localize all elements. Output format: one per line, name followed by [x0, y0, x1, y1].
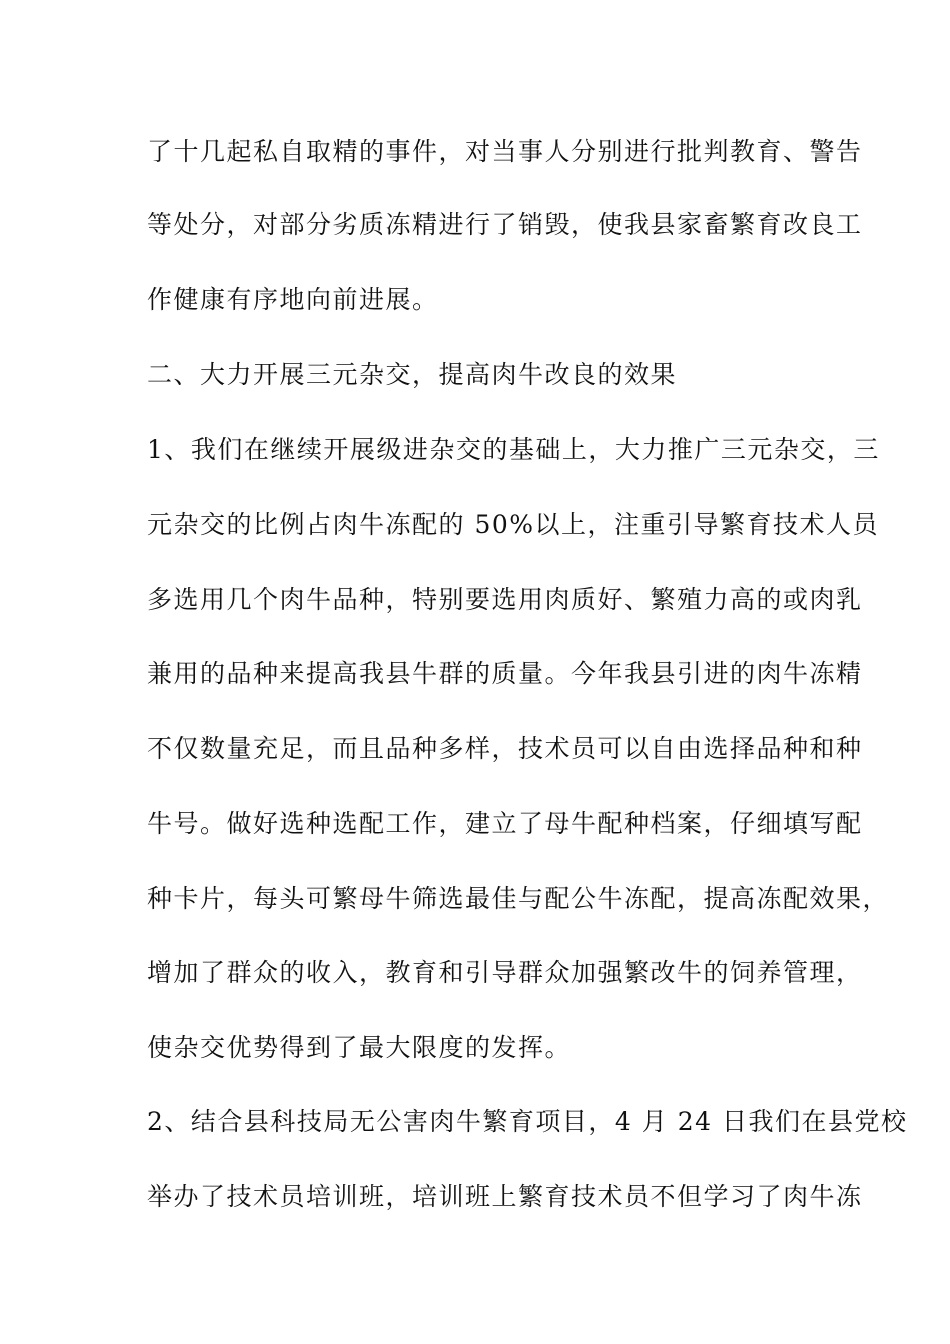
paragraph-line: 牛号。做好选种选配工作，建立了母牛配种档案，仔细填写配 [147, 809, 863, 838]
paragraph-line: 种卡片，每头可繁母牛筛选最佳与配公牛冻配，提高冻配效果， [147, 884, 890, 913]
paragraph-line: 了十几起私自取精的事件，对当事人分别进行批判教育、警告 [147, 137, 863, 166]
paragraph-line: 元杂交的比例占肉牛冻配的 50%以上，注重引导繁育技术人员 [147, 510, 880, 539]
paragraph-line: 等处分，对部分劣质冻精进行了销毁，使我县家畜繁育改良工 [147, 210, 863, 239]
paragraph-line: 使杂交优势得到了最大限度的发挥。 [147, 1033, 572, 1062]
paragraph-line: 作健康有序地向前进展。 [147, 285, 439, 314]
paragraph-line: 兼用的品种来提高我县牛群的质量。今年我县引进的肉牛冻精 [147, 659, 863, 688]
paragraph-line: 2、结合县科技局无公害肉牛繁育项目，4 月 24 日我们在县党校 [147, 1107, 908, 1136]
paragraph-line: 1、我们在继续开展级进杂交的基础上，大力推广三元杂交，三 [147, 435, 880, 464]
section-heading: 二、大力开展三元杂交，提高肉牛改良的效果 [147, 360, 678, 389]
paragraph-line: 举办了技术员培训班，培训班上繁育技术员不但学习了肉牛冻 [147, 1182, 863, 1211]
paragraph-line: 不仅数量充足，而且品种多样，技术员可以自由选择品种和种 [147, 734, 863, 763]
paragraph-line: 多选用几个肉牛品种，特别要选用肉质好、繁殖力高的或肉乳 [147, 585, 863, 614]
paragraph-line: 增加了群众的收入，教育和引导群众加强繁改牛的饲养管理， [147, 958, 863, 987]
